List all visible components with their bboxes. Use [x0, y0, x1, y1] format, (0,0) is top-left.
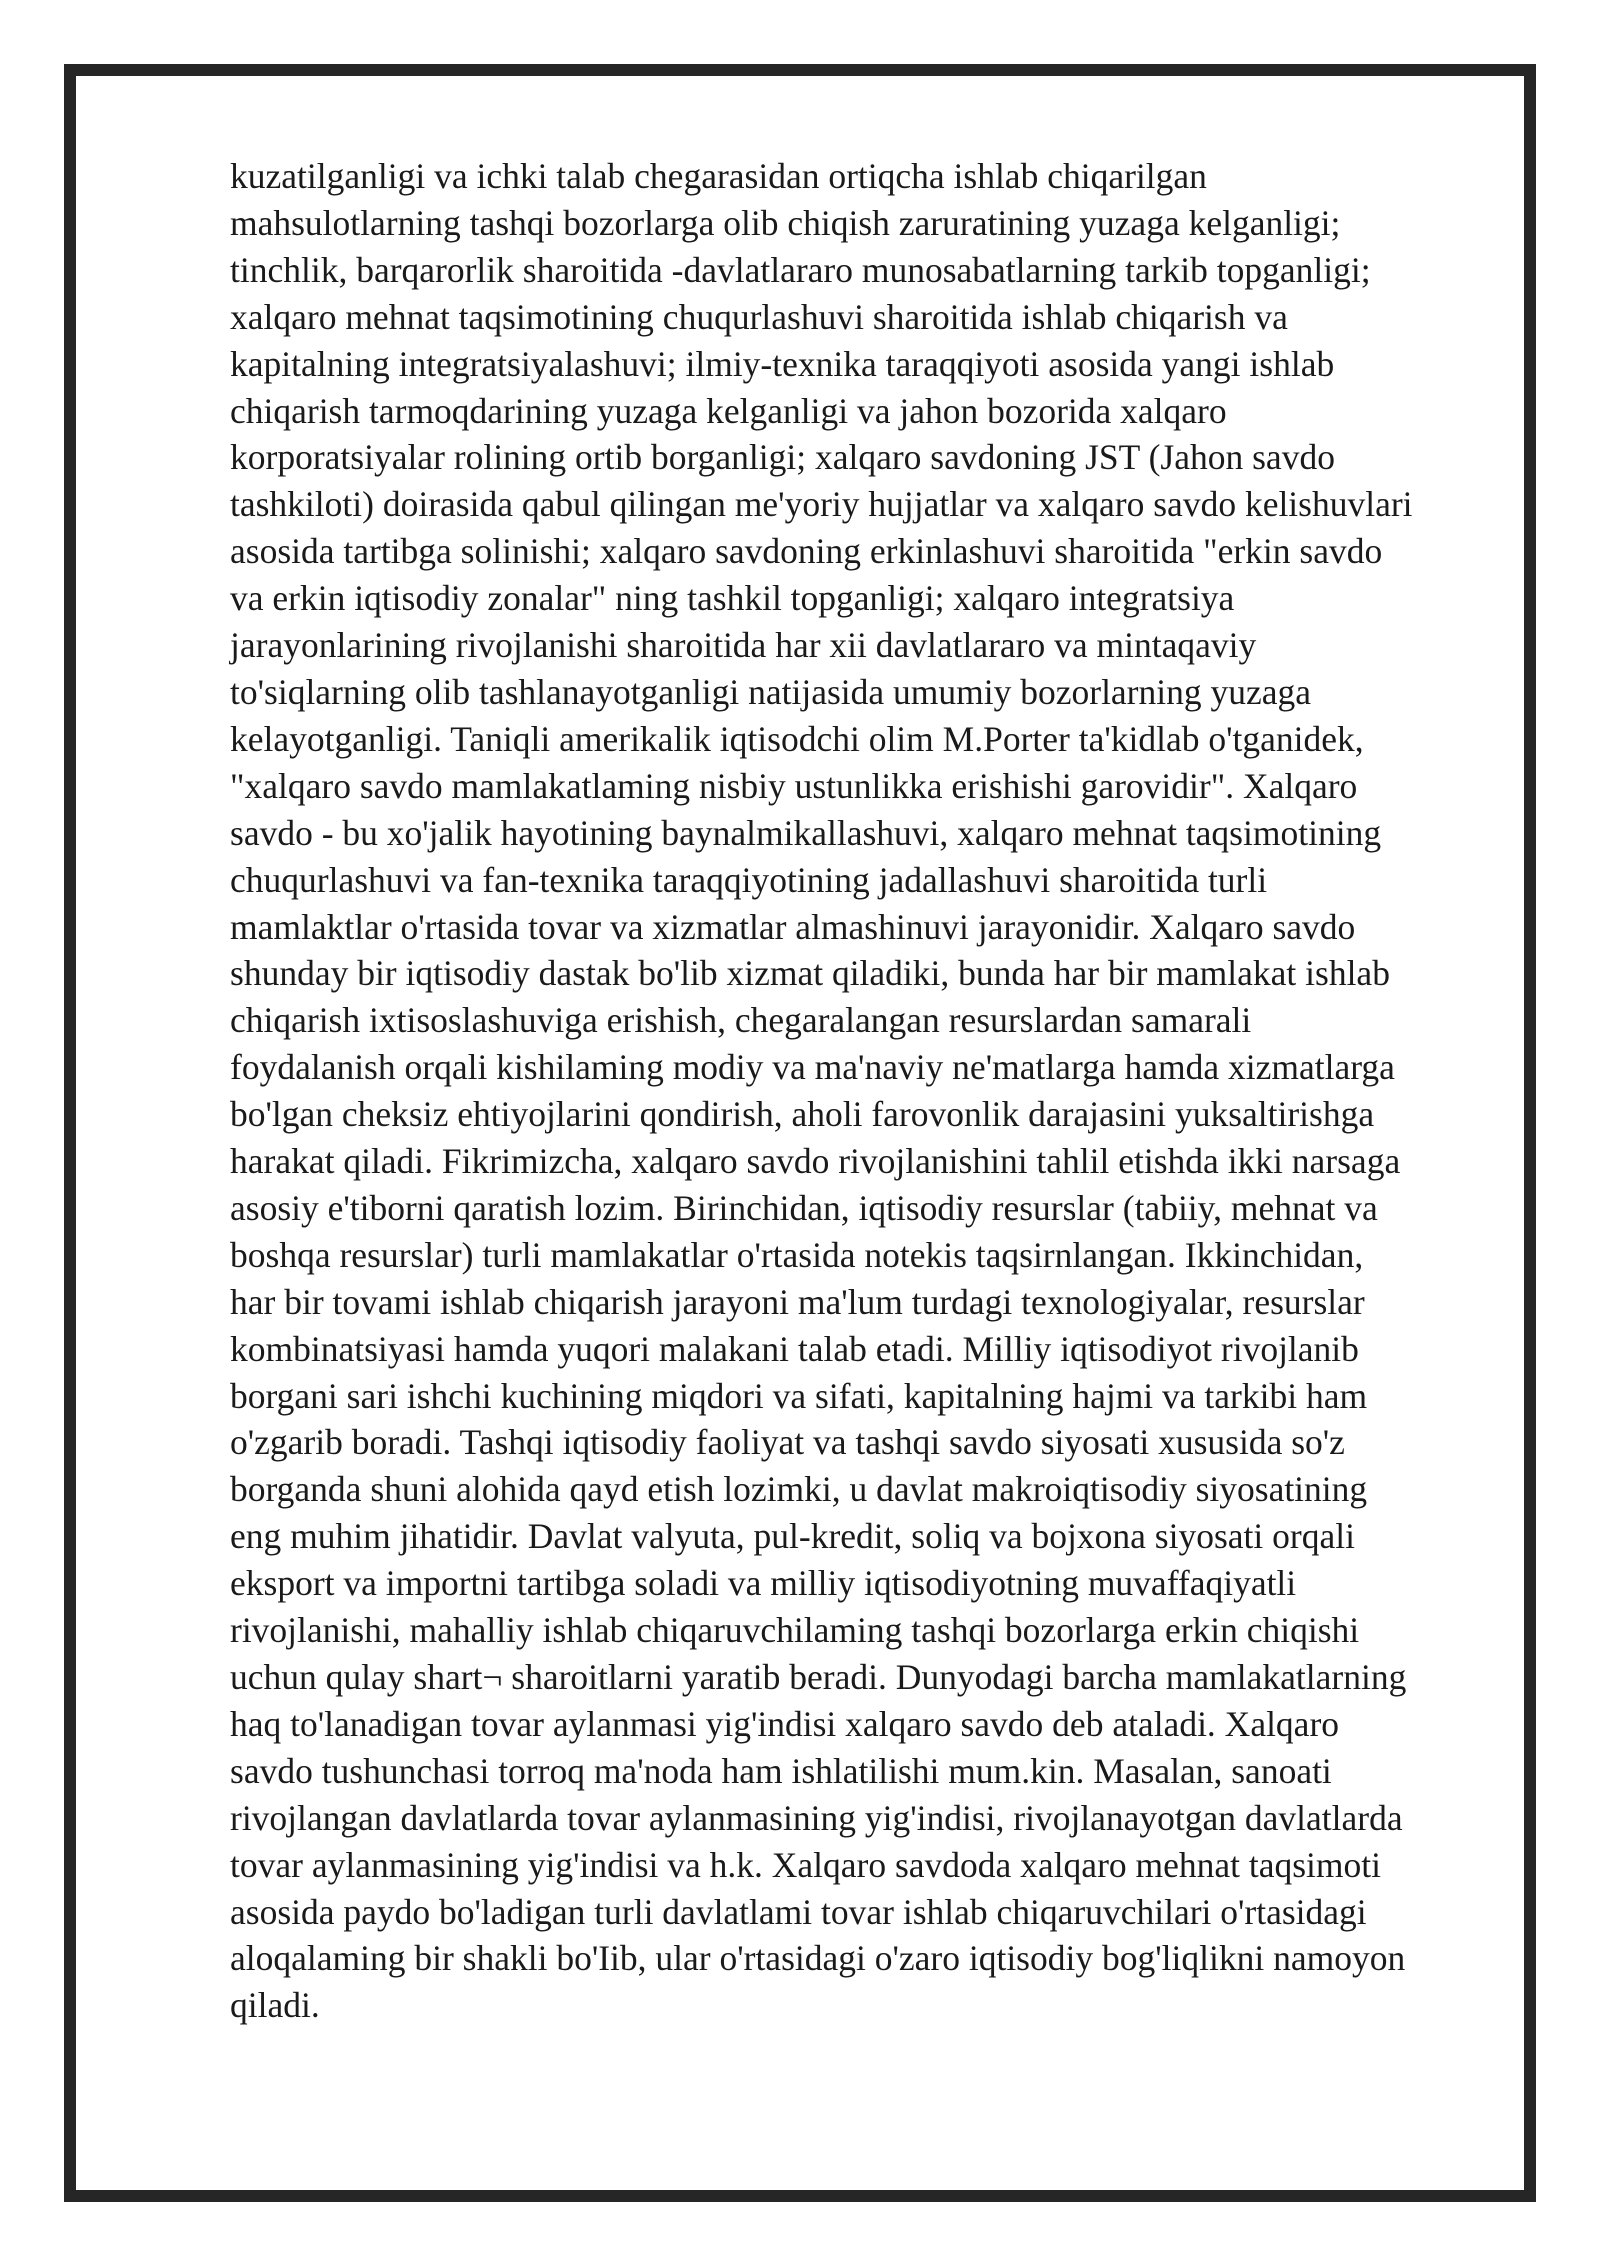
text-line: aloqalaming bir shakli bo'Iib, ular o'rtasidagi o'zaro iqtisodiy bog'liqlikni namoyon [230, 1938, 1406, 1979]
text-line: har bir tovami ishlab chiqarish jarayoni ma'lum turdagi texnologiyalar, resurslar [230, 1281, 1365, 1322]
text-line: mamlaktlar o'rtasida tovar va xizmatlar almashinuvi jarayonidir. Xalqaro savdo [230, 906, 1356, 947]
text-line: va erkin iqtisodiy zonalar" ning tashkil topganligi; xalqaro integratsiya [230, 578, 1235, 619]
text-line: borgani sari ishchi kuchining miqdori va sifati, kapitalning hajmi va tarkibi ham [230, 1375, 1368, 1416]
text-line: xalqaro mehnat taqsimotining chuqurlashuvi sharoitida ishlab chiqarish va [230, 296, 1288, 337]
text-line: chiqarish tarmoqdarining yuzaga kelganligi va jahon bozorida xalqaro [230, 390, 1227, 431]
text-line: asosida paydo bo'ladigan turli davlatlami tovar ishlab chiqaruvchilari o'rtasidagi [230, 1891, 1367, 1932]
text-line: tashkiloti) doirasida qabul qilingan me'yoriy hujjatlar va xalqaro savdo kelishuvlari [230, 484, 1413, 525]
text-line: savdo tushunchasi torroq ma'noda ham ishlatilishi mum.kin. Masalan, sanoati [230, 1750, 1332, 1791]
text-line: harakat qiladi. Fikrimizcha, xalqaro savdo rivojlanishini tahlil etishda ikki narsaga [230, 1141, 1401, 1182]
text-line: chiqarish ixtisoslashuviga erishish, chegaralangan resurslardan samarali [230, 1000, 1252, 1041]
text-line: qiladi. [230, 1985, 320, 2026]
text-line: kelayotganligi. Taniqli amerikalik iqtisodchi olim M.Porter ta'kidlab o'tganidek, [230, 718, 1364, 759]
text-line: savdo - bu xo'jalik hayotining baynalmikallashuvi, xalqaro mehnat taqsimotining [230, 812, 1382, 853]
text-line: bo'lgan cheksiz ehtiyojlarini qondirish, aholi farovonlik darajasini yuksaltirishga [230, 1094, 1375, 1135]
text-line: to'siqlarning olib tashlanayotganligi natijasida umumiy bozorlarning yuzaga [230, 671, 1312, 712]
text-line: chuqurlashuvi va fan-texnika taraqqiyotining jadallashuvi sharoitida turli [230, 859, 1268, 900]
text-line: shunday bir iqtisodiy dastak bo'lib xizmat qiladiki, bunda har bir mamlakat ishlab [230, 953, 1390, 994]
text-line: mahsulotlarning tashqi bozorlarga olib chiqish zaruratining yuzaga kelganligi; [230, 202, 1341, 243]
text-line: foydalanish orqali kishilaming modiy va ma'naviy ne'matlarga hamda xizmatlarga [230, 1047, 1395, 1088]
body-text [230, 153, 1500, 2029]
text-line: haq to'lanadigan tovar aylanmasi yig'indisi xalqaro savdo deb ataladi. Xalqaro [230, 1703, 1340, 1744]
text-line: rivojlanishi, mahalliy ishlab chiqaruvchilaming tashqi bozorlarga erkin chiqishi [230, 1610, 1360, 1651]
text-line: rivojlangan davlatlarda tovar aylanmasining yig'indisi, rivojlanayotgan davlatlarda [230, 1797, 1403, 1838]
text-line: jarayonlarining rivojlanishi sharoitida har xii davlatlararo va mintaqaviy [230, 625, 1257, 666]
text-line: eng muhim jihatidir. Davlat valyuta, pul-kredit, soliq va bojxona siyosati orqali [230, 1516, 1355, 1557]
text-line: asosida tartibga solinishi; xalqaro savdoning erkinlashuvi sharoitida "erkin savdo [230, 531, 1383, 572]
text-line: kapitalning integratsiyalashuvi; ilmiy-texnika taraqqiyoti asosida yangi ishlab [230, 343, 1335, 384]
text-line: tovar aylanmasining yig'indisi va h.k. Xalqaro savdoda xalqaro mehnat taqsimoti [230, 1844, 1382, 1885]
text-line: kuzatilganligi va ichki talab chegarasidan ortiqcha ishlab chiqarilgan [230, 156, 1207, 196]
text-line: o'zgarib boradi. Tashqi iqtisodiy faoliyat va tashqi savdo siyosati xususida so'z [230, 1422, 1345, 1463]
text-line: korporatsiyalar rolining ortib borganligi; xalqaro savdoning JST (Jahon savdo [230, 437, 1335, 478]
text-line: eksport va importni tartibga soladi va milliy iqtisodiyotning muvaffaqiyatli [230, 1563, 1297, 1604]
text-line: tinchlik, barqarorlik sharoitida -davlatlararo munosabatlarning tarkib topganligi; [230, 249, 1371, 290]
text-line: asosiy e'tiborni qaratish lozim. Birinchidan, iqtisodiy resurslar (tabiiy, mehnat va [230, 1187, 1378, 1228]
text-line: borganda shuni alohida qayd etish lozimki, u davlat makroiqtisodiy siyosatining [230, 1469, 1368, 1510]
text-line: kombinatsiyasi hamda yuqori malakani talab etadi. Milliy iqtisodiyot rivojlanib [230, 1328, 1359, 1369]
text-line: uchun qulay shart¬ sharoitlarni yaratib beradi. Dunyodagi barcha mamlakatlarning [230, 1657, 1407, 1697]
text-line: boshqa resurslar) turli mamlakatlar o'rtasida notekis taqsirnlangan. Ikkinchidan, [230, 1234, 1364, 1275]
text-line: "xalqaro savdo mamlakatlaming nisbiy ustunlikka erishishi garovidir". Xalqaro [230, 765, 1358, 806]
